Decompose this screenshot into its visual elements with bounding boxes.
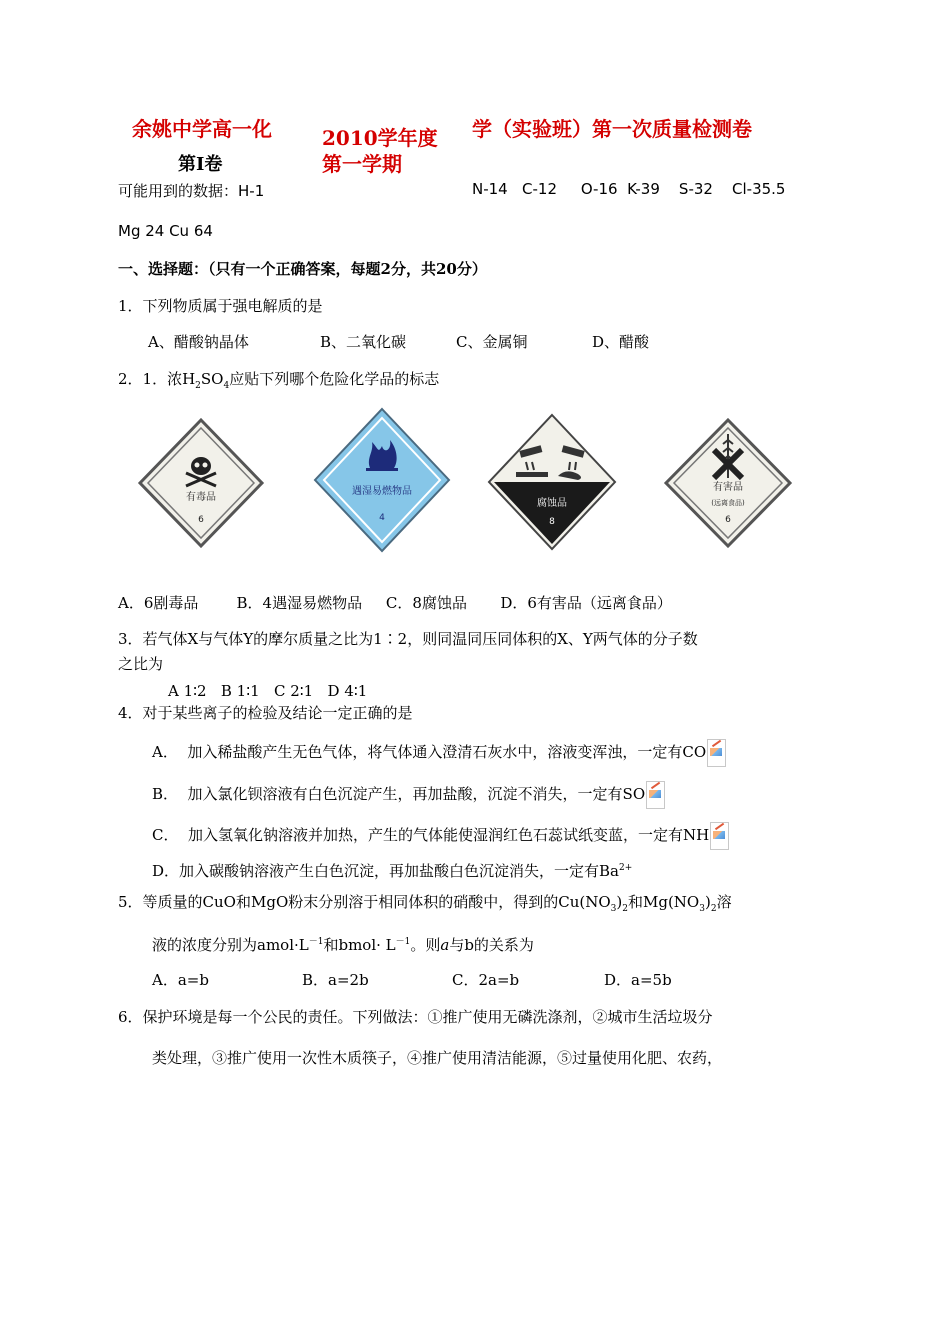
title-term: 第一学期 [322,152,402,176]
q4-option-c: C． 加入氢氧化钠溶液并加热，产生的气体能使湿润红色石蕊试纸变蓝，一定有NH [152,822,729,850]
title-part2: 学（实验班）第一次质量检测卷 [472,117,752,141]
q4-option-a: A． 加入稀盐酸产生无色气体，将气体通入澄清石灰水中，溶液变浑浊，一定有CO [152,739,726,767]
data-label: 可能用到的数据：H-1 [118,182,265,200]
broken-image-icon [710,822,729,850]
part-heading: 一、选择题：（只有一个正确答案，每题2分，共20分） [118,260,487,278]
q1-option-b: B、二氧化碳 [320,333,407,351]
q5-option-d: D．a=5b [604,971,672,989]
q3-stem-line2: 之比为 [118,655,164,673]
q5-option-a: A．a=b [152,971,209,989]
dangerous-when-wet-sign [312,406,452,558]
q5-option-b: B．a=2b [302,971,369,989]
wet-sign-number: 4 [379,513,385,523]
toxic-sign-label: 有毒品 [186,492,216,503]
q1-option-c: C、金属铜 [456,333,528,351]
broken-image-icon [646,781,665,809]
q5-stem-line1: 5．等质量的CuO和MgO粉末分别溶于相同体积的硝酸中，得到的$Cu(NO_3)_2$和$Mg(NO_3)_2$溶 [118,893,732,914]
q4-option-b: B． 加入氯化钡溶液有白色沉淀产生，再加盐酸，沉淀不消失，一定有SO [152,781,665,809]
toxic-sign-number: 6 [198,515,204,525]
harmful-sign-sublabel: (远离食品) [711,499,745,507]
harmful-sign-number: 6 [725,515,731,525]
corrosive-sign [486,412,618,556]
data-values-2: Mg 24 Cu 64 [118,222,213,240]
wet-sign-label: 遇湿易燃物品 [352,486,412,497]
title-part1: 余姚中学高一化 [132,117,272,141]
broken-image-icon [707,739,726,767]
title-year: 2010学年度 [322,126,438,150]
q5-stem-line2: 液的浓度分别为$amol\cdot L^{-1}$和bmol· $L^{-1}$。则a与b的关系为 [152,936,534,954]
q4-option-d: D．加入碳酸钠溶液产生白色沉淀，再加盐酸白色沉淀消失，一定有$Ba^{2+}$ [152,862,633,880]
q4-stem: 4．对于某些离子的检验及结论一定正确的是 [118,704,413,722]
q1-stem: 1．下列物质属于强电解质的是 [118,297,323,315]
q3-options: A 1∶2 B 1∶1 C 2∶1 D 4∶1 [168,682,368,700]
harmful-sign [662,416,794,555]
harmful-sign-label: 有害品 [713,482,743,493]
q1-option-d: D、醋酸 [592,333,650,351]
corrosive-sign-number: 8 [549,517,555,527]
q2-stem: 2．1．浓$H_2SO_4$应贴下列哪个危险化学品的标志 [118,370,440,391]
q6-stem-line1: 6．保护环境是每一个公民的责任。下列做法：①推广使用无磷洗涤剂，②城市生活垃圾分 [118,1008,713,1026]
q5-option-c: C．2a=b [452,971,520,989]
data-values: N-14 C-12 O-16 K-39 S-32 Cl-35.5 [472,180,786,198]
corrosive-sign-label: 腐蚀品 [537,498,567,509]
section-title: 第Ⅰ卷 [178,154,223,175]
q6-stem-line2: 类处理，③推广使用一次性木质筷子，④推广使用清洁能源，⑤过量使用化肥、农药， [152,1049,723,1067]
toxic-sign [136,416,266,555]
q1-option-a: A、醋酸钠晶体 [148,333,249,351]
q2-options: A．6剧毒品 B．4遇湿易燃物品 C．8腐蚀品 D．6有害品（远离食品） [118,594,672,612]
q3-stem-line1: 3．若气体X与气体Y的摩尔质量之比为1∶2，则同温同压同体积的X、Y两气体的分子数 [118,630,698,648]
